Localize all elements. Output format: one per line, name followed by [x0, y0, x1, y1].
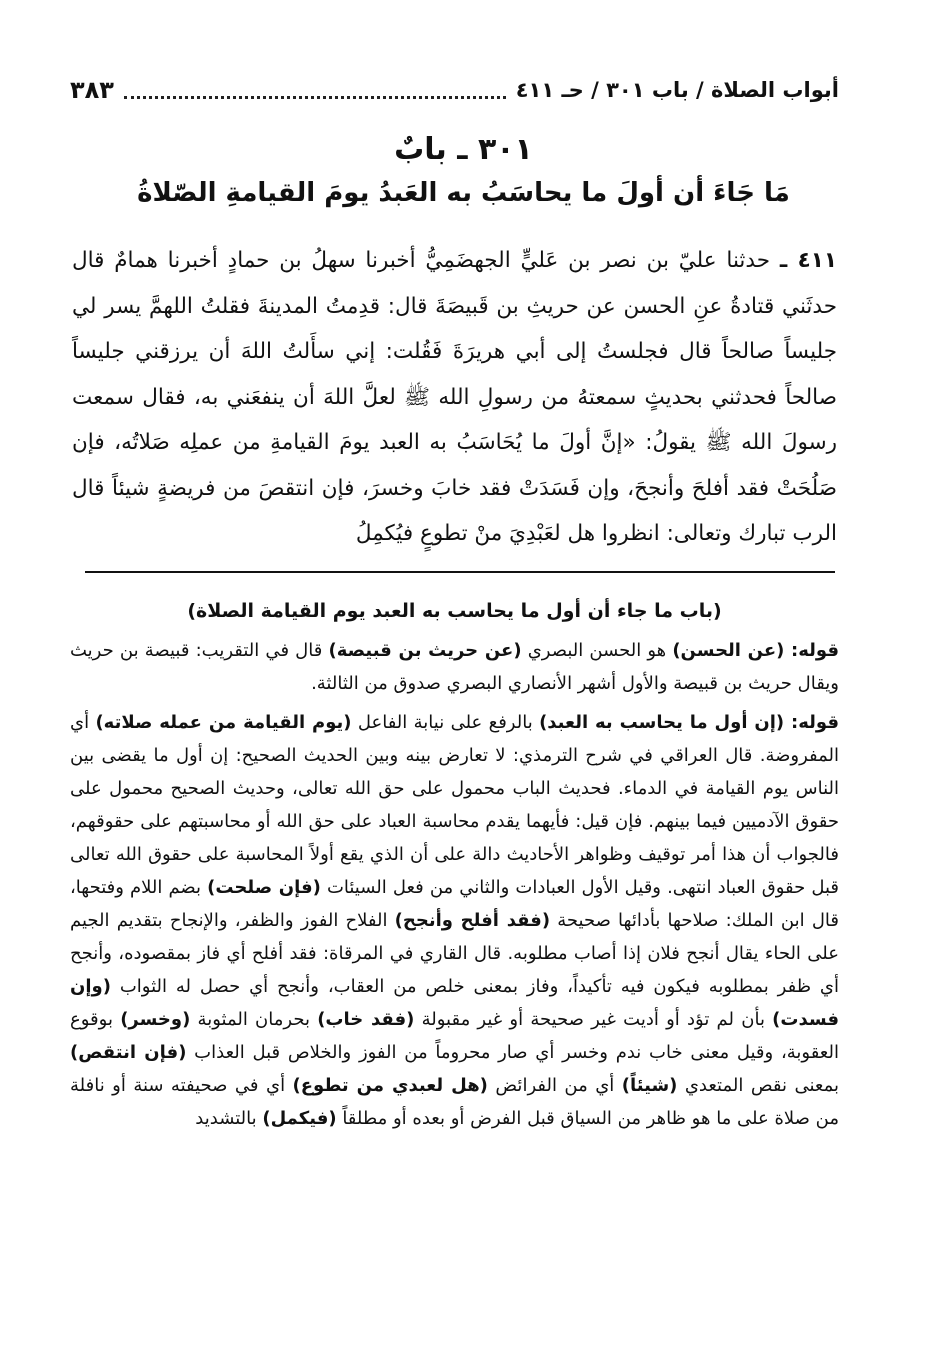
commentary-lemma: قوله: (إن أول ما يحاسب به العبد): [539, 712, 839, 733]
chapter-title: مَا جَاءَ أن أولَ ما يحاسَبُ به العَبدُ يومَ القيامةِ الصّلاةُ: [137, 178, 790, 208]
running-header: [70, 70, 839, 110]
footnote-divider: [85, 571, 835, 573]
hadith-text-block: [72, 238, 837, 557]
commentary-text: أي في صحيفته سنة أو نافلة من صلاة على ما هو ظاهر من السياق قبل الفرض أو بعده أو مطلقاً: [70, 1075, 839, 1129]
commentary-text: قال في التقريب: قبيصة بن حريث ويقال حريث بن قبيصة والأول أشهر الأنصاري البصري صدوق من الثالثة.: [70, 640, 839, 694]
commentary-paragraph: [70, 634, 839, 700]
leader-dots: [124, 82, 506, 99]
commentary-text: أي المفروضة. قال العراقي في شرح الترمذي: لا تعارض بينه وبين الحديث الصحيح: إن أول ما يقضى بين الناس يوم القيامة في الدماء. فحديث الباب محمول على حق الله تعالى، وحديث الصحيح محمول على حقوق الآدميين فيما بينهم. فإن قيل: فأيهما يقدم محاسبة العباد على حق الله أو محاسبتهم على حقوقهم، فالجواب أن هذا أمر توقيف وظواهر الأحاديث دالة على أن الذي يقع أولاً المحاسبة على حقوق الله تعالى قبل حقوق العباد انتهى. وقيل الأول العبادات والثاني من فعل السيئات: [70, 712, 839, 898]
commentary-lemma: (فإن صلحت): [207, 877, 321, 898]
commentary-lemma: (وخسر): [120, 1009, 191, 1030]
running-header-title: أبواب الصلاة / باب ٣٠١ / حـ ٤١١: [515, 78, 839, 102]
commentary-text: هو الحسن البصري: [521, 640, 673, 661]
commentary-lemma: (عن حريث بن قبيصة): [328, 640, 522, 661]
commentary-lemma: (فإن انتقص): [70, 1042, 187, 1063]
commentary-lemma: قوله: (عن الحسن): [672, 640, 840, 661]
commentary-lemma: (فقد أفلح وأنجح): [394, 910, 551, 931]
hadith-number: ٤١١ ـ: [779, 248, 837, 273]
commentary-lemma: (هل لعبدي من تطوع): [292, 1075, 488, 1096]
commentary-lemma: (يوم القيامة من عمله صلاته): [95, 712, 352, 733]
page-number: ٣٨٣: [70, 76, 114, 104]
commentary-title: (باب ما جاء أن أول ما يحاسب به العبد يوم القيامة الصلاة): [187, 600, 722, 622]
commentary-text: بالرفع على نيابة الفاعل: [351, 712, 540, 733]
commentary-text: بمعنى نقص المتعدي: [677, 1075, 839, 1096]
commentary-text: بحرمان المثوبة: [190, 1009, 318, 1030]
chapter-number: ٣٠١ ـ بابٌ: [394, 132, 533, 167]
commentary-text: بوقوع العقوبة، وقيل معنى خاب ندم وخسر أي صار محروماً من الفوز والخلاص قبل العذاب: [70, 1009, 839, 1063]
commentary-text: أي من الفرائض: [487, 1075, 622, 1096]
commentary-lemma: (شيئاً): [621, 1075, 678, 1096]
commentary-text: بالتشديد: [195, 1108, 263, 1129]
commentary-paragraph: [70, 706, 839, 1135]
commentary-lemma: (فيكمل): [262, 1108, 337, 1129]
commentary-lemma: (فقد خاب): [317, 1009, 415, 1030]
commentary-block: [70, 595, 839, 1141]
commentary-text: الفلاح الفوز والظفر، والإنجاح بتقديم الجيم على الحاء يقال أنجح فلان إذا أصاب مطلوبه. قال القاري في المرقاة: فقد أفلح أي فاز بمقصوده، وأنجح أي ظفر بمطلوبه فيكون فيه تأكيداً، وفاز بمعنى خلص من العقاب، وأنجح أي حصل له الثواب: [70, 910, 839, 997]
commentary-text: بضم اللام وفتحها، قال ابن الملك: صلاحها بأدائها صحيحة: [70, 877, 840, 931]
hadith-body: حدثنا عليّ بن نصر بن عَليٍّ الجهضَمِيُّ أخبرنا سهلُ بن حمادٍ أخبرنا همامٌ قال حدثَني قتادةُ عنِ الحسن عن حريثِ بن قَبيصَةَ قال: قدِمتُ المدينةَ فقلتُ اللهمَّ يسر لي جليساً صالحاً قال فجلستُ إلى أبي هريرَةَ فَقُلت: إني سأَلتُ اللهَ أن يرزقني جليساً صالحاً فحدثني بحديثٍ سمعتهُ من رسولِ الله ﷺ لعلَّ اللهَ أن ينفعَني به، فقال سمعت رسولَ الله ﷺ يقولُ: «إنَّ أولَ ما يُحَاسَبُ به العبد يومَ القيامةِ من عملِه صَلاتُه، فإن صَلُحَتْ فقد أفلحَ وأنجحَ، وإن فَسَدَتْ فقد خابَ وخسرَ، فإن انتقصَ من فريضةٍ شيئاً قال الرب تبارك وتعالى: انظروا هل لعَبْدِيَ منْ تطوعٍ فيُكمِلُ: [72, 248, 837, 546]
commentary-text: بأن لم تؤد أو أديت غير صحيحة أو غير مقبولة: [414, 1009, 773, 1030]
commentary-lemma: (وإن فسدت): [70, 976, 839, 1030]
